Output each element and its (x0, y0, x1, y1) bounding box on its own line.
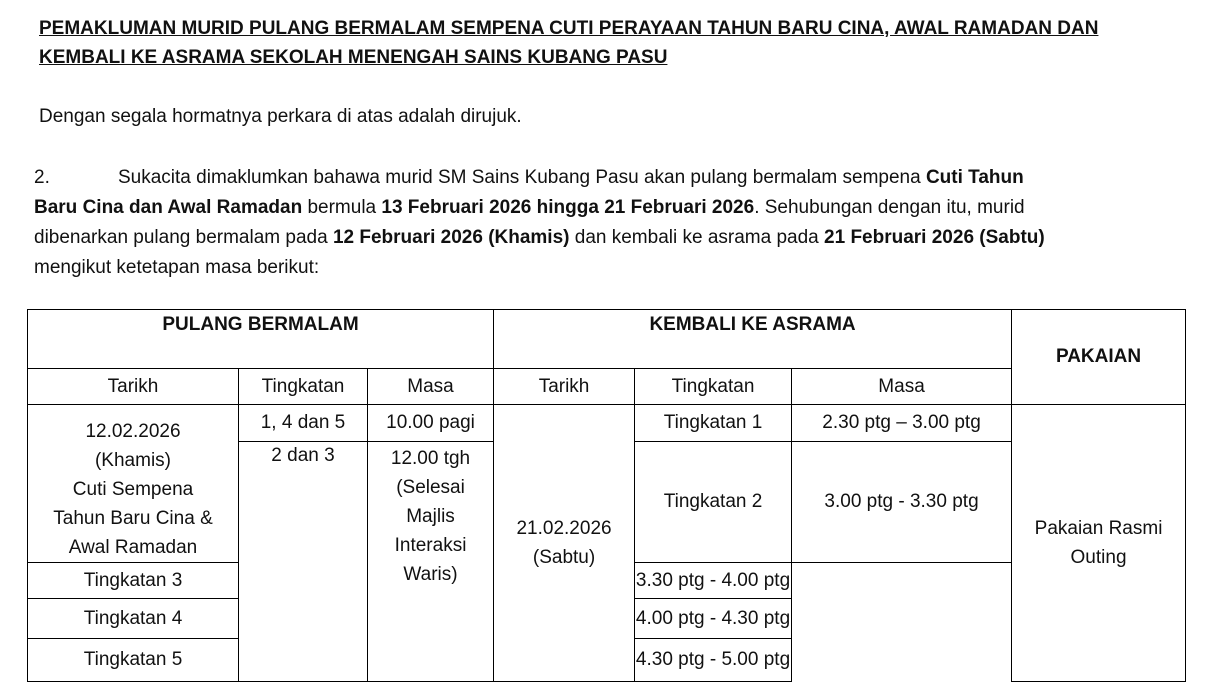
paragraph-line-3 (34, 223, 1204, 253)
document-title (39, 14, 1214, 72)
paragraph-line-2 (34, 193, 1204, 223)
kembali-tarikh-line: 21.02.2026 (516, 518, 612, 539)
kembali-tarikh-cell (494, 405, 635, 682)
title-line-2: KEMBALI KE ASRAMA SEKOLAH MENENGAH SAINS KUBANG PASU (39, 47, 668, 68)
pulang-masa-line: Majlis (406, 506, 455, 527)
paragraph-line-4: mengikut ketetapan masa berikut: (34, 257, 320, 278)
pulang-tarikh-line: Awal Ramadan (68, 537, 198, 558)
kembali-masa-1: 2.30 ptg – 3.00 ptg (792, 405, 1012, 442)
pulang-tarikh-cell (28, 405, 239, 563)
subheader-masa: Masa (792, 369, 1012, 405)
para-text: . Sehubungan dengan itu, murid (754, 197, 1025, 218)
subheader-masa: Masa (368, 369, 494, 405)
greeting: Dengan segala hormatnya perkara di atas adalah dirujuk. (39, 106, 522, 127)
para-bold: Cuti Tahun (925, 167, 1024, 188)
kembali-tingkatan-1: Tingkatan 1 (635, 405, 792, 442)
para-bold: 21 Februari 2026 (Sabtu) (824, 227, 1045, 248)
subheader-tingkatan: Tingkatan (635, 369, 792, 405)
para-text: dibenarkan pulang bermalam pada (34, 227, 333, 248)
para-text: bermula (302, 197, 382, 218)
para-bold: 12 Februari 2026 (Khamis) (332, 227, 570, 248)
pulang-tingkatan-1: 1, 4 dan 5 (239, 405, 368, 442)
para-text: dan kembali ke asrama pada (569, 227, 825, 248)
header-kembali-ke-asrama (494, 310, 1012, 369)
pulang-tarikh-line: (Khamis) (94, 450, 171, 471)
pulang-masa-line: 12.00 tgh (390, 448, 471, 469)
header-pulang-bermalam (28, 310, 494, 369)
subheader-tarikh: Tarikh (28, 369, 239, 405)
pulang-tingkatan-2-text: 2 dan 3 (271, 445, 335, 466)
pulang-masa-2-cell (368, 442, 494, 682)
header-pakaian: PAKAIAN (1012, 310, 1186, 405)
para-bold: Baru Cina dan Awal Ramadan (34, 197, 303, 218)
pulang-masa-line: (Selesai (396, 477, 465, 498)
pakaian (1012, 514, 1185, 572)
kembali-masa-5: 4.30 ptg - 5.00 ptg (635, 639, 792, 682)
pulang-masa-line: Interaksi (394, 535, 467, 556)
pakaian-line: Pakaian Rasmi (1034, 518, 1163, 539)
kembali-masa-3: 3.30 ptg - 4.00 ptg (635, 563, 792, 599)
kembali-tarikh-line: (Sabtu) (532, 547, 596, 568)
pulang-tarikh (28, 405, 238, 562)
kembali-masa-2: 3.00 ptg - 3.30 ptg (792, 442, 1012, 563)
pulang-tarikh-line: 12.02.2026 (85, 421, 181, 442)
header-kembali-label: KEMBALI KE ASRAMA (649, 314, 856, 335)
paragraph-line-1 (34, 163, 1204, 193)
subheader-tarikh: Tarikh (494, 369, 635, 405)
pakaian-cell (1012, 405, 1186, 682)
header-pulang-label: PULANG BERMALAM (162, 314, 359, 335)
pulang-tarikh-line: Cuti Sempena (72, 479, 194, 500)
pulang-masa-2 (368, 442, 493, 589)
pulang-masa-line: Waris) (403, 564, 458, 585)
kembali-tingkatan-3: Tingkatan 3 (28, 563, 239, 599)
subheader-tingkatan: Tingkatan (239, 369, 368, 405)
kembali-tingkatan-4: Tingkatan 4 (28, 599, 239, 639)
schedule-table (27, 309, 1186, 682)
para-bold: 13 Februari 2026 hingga 21 Februari 2026 (381, 197, 755, 218)
kembali-tingkatan-2: Tingkatan 2 (635, 442, 792, 563)
pulang-tingkatan-2 (239, 442, 368, 682)
paragraph-2 (34, 163, 1204, 283)
kembali-masa-4: 4.00 ptg - 4.30 ptg (635, 599, 792, 639)
paragraph-number: 2. (34, 167, 50, 188)
title-line-1: PEMAKLUMAN MURID PULANG BERMALAM SEMPENA CUTI PERAYAAN TAHUN BARU CINA, AWAL RAMADAN DAN (39, 18, 1099, 39)
pulang-tarikh-line: Tahun Baru Cina & (53, 508, 213, 529)
kembali-tarikh (494, 514, 634, 572)
kembali-tingkatan-5: Tingkatan 5 (28, 639, 239, 682)
para-text: Sukacita dimaklumkan bahawa murid SM Sains Kubang Pasu akan pulang bermalam sempena (118, 167, 926, 188)
pulang-masa-1: 10.00 pagi (368, 405, 494, 442)
pakaian-line: Outing (1070, 547, 1127, 568)
